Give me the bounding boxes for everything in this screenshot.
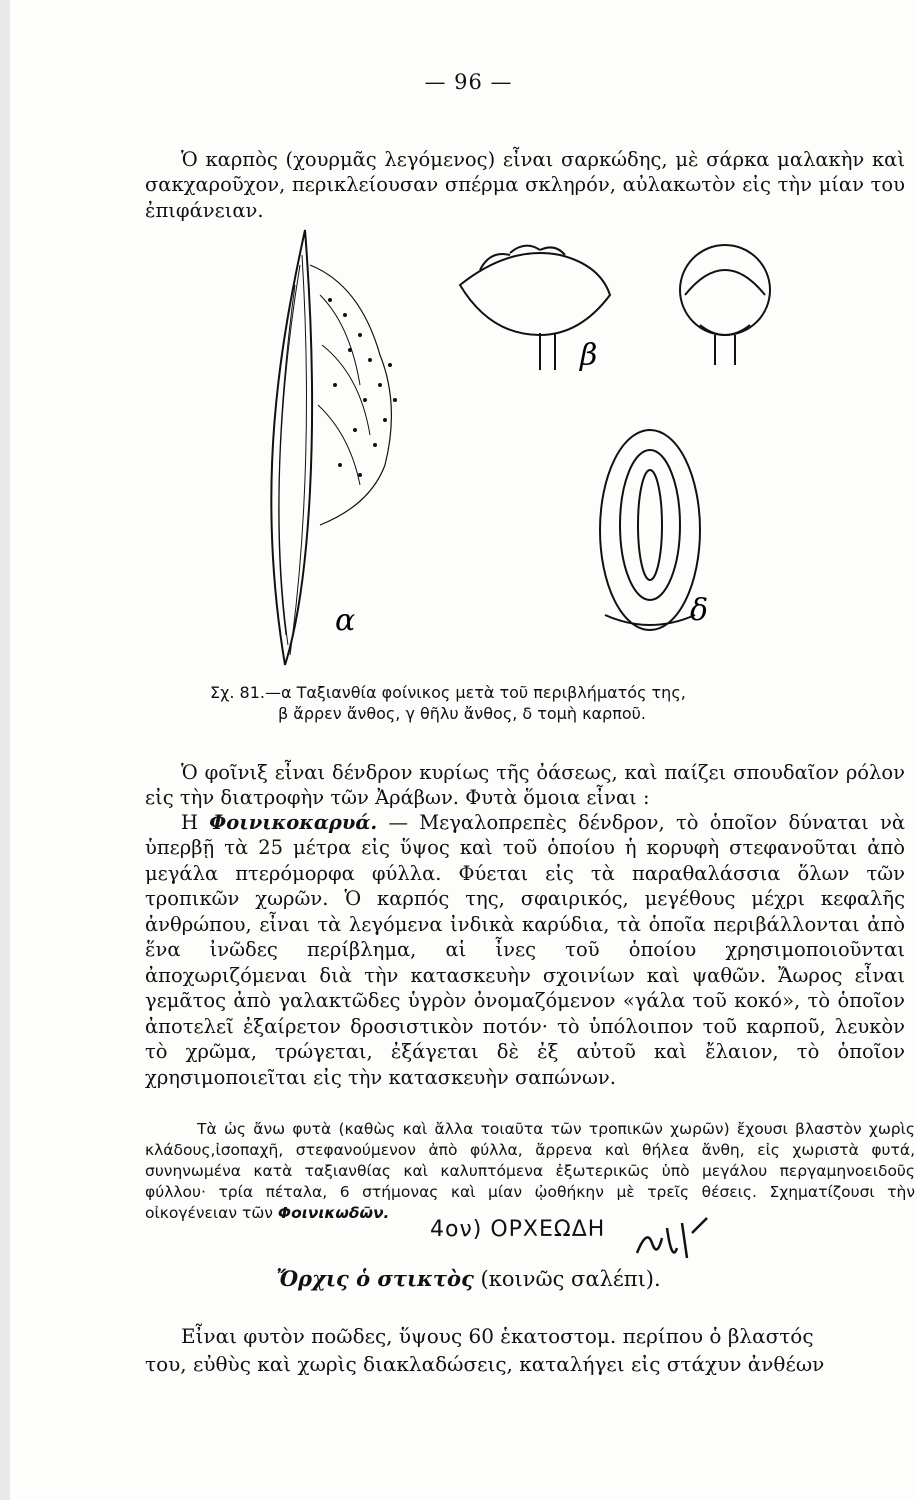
caption-line-1: Σχ. 81.—α Ταξιανθία φοίνικος μετὰ τοῦ περιβλήματός της, xyxy=(210,683,686,702)
orchis-common-name: (κοινῶς σαλέπι). xyxy=(473,1267,661,1291)
coconut-paragraph xyxy=(145,810,905,1091)
label-a: α xyxy=(335,603,356,638)
intro-paragraph: Ὁ καρπὸς (χουρμᾶς λεγόμενος) εἶναι σαρκώδης, μὲ σάρκα μαλακὴν καὶ σακχαροῦχον, περικλείουσαν σπέρμα σκληρόν, αὐλακωτὸν εἰς τὴν μίαν του ἐπιφάνειαν. xyxy=(145,147,905,222)
figure-caption xyxy=(210,682,850,724)
palm-inflorescence-illustration xyxy=(210,225,810,680)
summary-paragraph xyxy=(145,1119,915,1224)
figure-81 xyxy=(210,225,810,680)
orchis-line-1: Εἶναι φυτὸν ποῶδες, ὕψους 60 ἑκατοστομ. περίπου ὁ βλαστός xyxy=(181,1324,814,1348)
palm-paragraph: Ὁ φοῖνιξ εἶναι δένδρον κυρίως τῆς ὀάσεως, καὶ παίζει σπουδαῖον ρόλον εἰς τὴν διατροφὴν τῶν Ἀράβων. Φυτὰ ὅμοια εἶναι : xyxy=(145,760,905,809)
fruit-section-drawing xyxy=(600,430,700,630)
orchis-line-2: του, εὐθὺς καὶ χωρὶς διακλαδώσεις, καταλήγει εἰς στάχυν ἀνθέων xyxy=(145,1352,825,1376)
female-flower-drawing xyxy=(680,245,770,365)
label-b: β xyxy=(580,338,598,373)
page-number: — 96 — xyxy=(424,70,513,94)
spathe-drawing xyxy=(271,230,391,665)
summary-text: Τὰ ὡς ἄνω φυτὰ (καθὼς καὶ ἄλλα τοιαῦτα τῶν τροπικῶν χωρῶν) ἔχουσι βλαστὸν χωρὶς κλάδους,ἰσοπαχῆ, στεφανούμενον ἀπὸ φύλλα, ἄρρενα καὶ θήλεα ἄνθη, εἰς χωριστὰ φυτά, συνηνωμένα κατὰ ταξιανθίας καὶ καλυπτόμενα ἐξωτερικῶς ὑπὸ μεγάλου περγαμηνοειδοῦς φύλλου· τρία πέταλα, 6 στήμονας καὶ μίαν ᾠοθήκην μὲ τρεῖς θέσεις. Σχηματίζουσι τὴν οἰκογένειαν τῶν xyxy=(145,1119,915,1222)
section-heading: 4ον) ΟΡΧΕΩΔΗ xyxy=(430,1217,606,1242)
summary-family: Φοινικωδῶν. xyxy=(277,1203,390,1222)
caption-line-2: β ἄρρεν ἄνθος, γ θῆλυ ἄνθος, δ τομὴ καρποῦ. xyxy=(278,704,646,723)
coconut-name: Φοινικοκαρυά. xyxy=(209,810,378,834)
handwritten-annotation xyxy=(632,1208,722,1268)
orchis-description xyxy=(145,1322,905,1378)
coconut-lead: Η xyxy=(181,810,199,834)
label-d: δ xyxy=(690,593,709,628)
coconut-text: — Μεγαλοπρεπὲς δένδρον, τὸ ὁποῖον δύναται νὰ ὑπερβῇ τὰ 25 μέτρα εἰς ὕψος καὶ τοῦ ὁποίου ἡ κορυφὴ στεφανοῦται ἀπὸ μεγάλα πτερόμορφα φύλλα. Φύεται εἰς τὰ παραθαλάσσια ὅλων τῶν τροπικῶν χωρῶν. Ὁ καρπός της, σφαιρικός, μεγέθους μέχρι κεφαλῆς ἀνθρώπου, εἶναι τὰ λεγόμενα ἰνδικὰ καρύδια, τὰ ὁποῖα περιβάλλονται ἀπὸ ἕνα ἰνῶδες περίβλημα, αἱ ἶνες τοῦ ὁποίου χρησιμοποιοῦνται ἀποχωριζόμεναι διὰ τὴν κατασκευὴν σχοινίων καὶ ψαθῶν. Ἄωρος εἶναι γεμᾶτος ἀπὸ γαλακτῶδες ὑγρὸν ὀνομαζόμενον «γάλα τοῦ κοκό», τὸ ὁποῖον ἀποτελεῖ ἐξαίρετον δροσιστικὸν ποτόν· τὸ ὑπόλοιπον τοῦ καρποῦ, λευκὸν τὸ χρῶμα, τρώγεται, ἐξάγεται δὲ ἐξ αὐτοῦ καὶ ἔλαιον, τὸ ὁποῖον χρησιμοποιεῖται εἰς τὴν κατασκευὴν σαπώνων. xyxy=(145,810,905,1089)
inflorescence-dots xyxy=(328,298,397,477)
orchis-heading xyxy=(10,1266,917,1291)
orchis-title: Ὄρχις ὁ στικτὸς xyxy=(276,1266,474,1291)
